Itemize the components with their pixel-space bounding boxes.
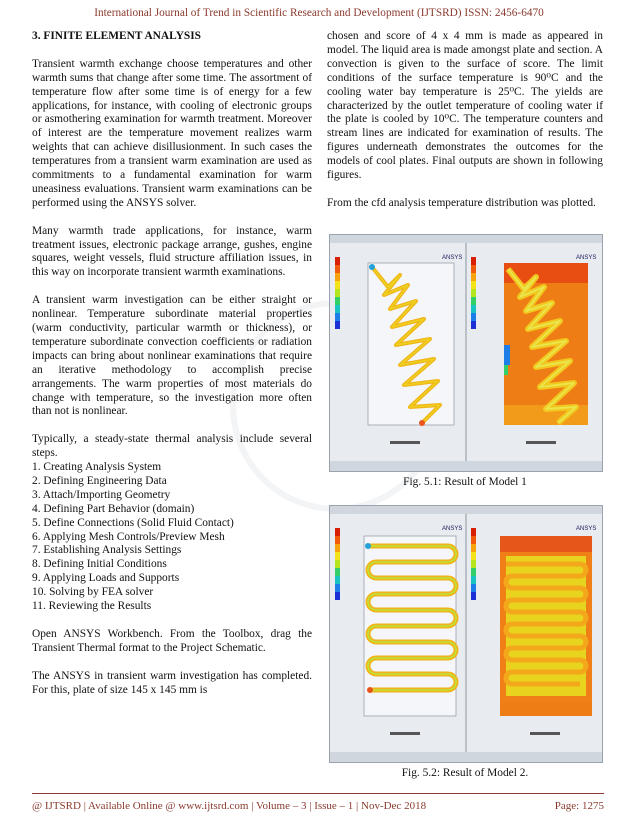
brand-label-left: ANSYS	[442, 255, 463, 261]
step-item: 10. Solving by FEA solver	[32, 586, 154, 599]
step-item: 4. Defining Part Behavior (domain)	[32, 502, 195, 515]
paragraph-1: Transient warmth exchange choose temperatures and other warmth sums that change after some time. The assortment of temperature flow after some time is of energy for a few applications, for instance, with cooling of electronic groups or asmothering examination for warmth treatment. Moreover of interest are the temperature movement realizes warm weights that can achieve disillusionment. In such cases the temperatures from a transient warm examination are used as commitments to a fundamental examination for warm uneasiness evaluations. Transient warm examinations can be performed using the ANSYS solver.	[32, 57, 312, 209]
paragraph-5: Open ANSYS Workbench. From the Toolbox, drag the Transient Thermal format to the Project Schematic.	[32, 627, 312, 654]
figure-5-1-caption: Fig. 5.1: Result of Model 1	[403, 476, 527, 488]
right-column	[327, 30, 603, 225]
step-item: 1. Creating Analysis System	[32, 461, 162, 474]
step-item: 8. Defining Initial Conditions	[32, 558, 167, 571]
legend-right	[471, 257, 476, 329]
paragraph-4: Typically, a steady-state thermal analysis include several steps.	[32, 433, 312, 460]
page-number: Page: 1275	[554, 800, 604, 812]
legend-left	[335, 257, 340, 329]
section-title: 3. FINITE ELEMENT ANALYSIS	[32, 30, 202, 42]
step-item: 2. Defining Engineering Data	[32, 474, 167, 487]
paragraph-3: A transient warm investigation can be either straight or nonlinear. Temperature subordinate material properties (warm conductivity, particular warmth or thickness), or temperature subordinate convection coefficients or radiation impacts can bring about nonlinear examinations that require an iterative methodology to accomplish precise arrangements. The warm properties of most materials do change with temperature, so the investigation more often than not is nonlinear.	[32, 294, 312, 418]
paragraph-8: From the cfd analysis temperature distribution was plotted.	[327, 196, 596, 209]
left-column	[32, 30, 312, 711]
step-item: 5. Define Connections (Solid Fluid Contact)	[32, 516, 234, 529]
footer-divider	[32, 793, 604, 794]
paragraph-6: The ANSYS in transient warm investigation has completed. For this, plate of size 145 x 145 mm is	[32, 669, 312, 696]
paragraph-2: Many warmth trade applications, for instance, warm treatment issues, electronic package arrange, gushes, engine squares, weight vessels, fluid structure affiliation issues, in this way on incorporate transient warmth examinations.	[32, 224, 312, 279]
brand-label-left-2: ANSYS	[442, 526, 463, 532]
legend-right-2	[471, 528, 476, 600]
cfd-result-model-1	[330, 235, 602, 471]
step-item: 7. Establishing Analysis Settings	[32, 544, 182, 557]
paragraph-7: chosen and score of 4 x 4 mm is made as appeared in model. The liquid area is made amongst plate and section. A convection is given to the surface of score. The limit conditions of the surface temperature is 90⁰C and the cooling water bay temperature is 25⁰C. The yields are characterized by the outlet temperature of cooling water if the plate is cooled by 10⁰C. The temperature counters and stream lines are indicated for examination of results. The figures underneath demonstrates the outcomes for the models of cool plates. Final outputs are shown in following figures.	[327, 30, 603, 182]
steps-list	[32, 461, 312, 614]
figure-5-1	[329, 234, 603, 472]
footer-citation: @ IJTSRD | Available Online @ www.ijtsrd.com | Volume – 3 | Issue – 1 | Nov-Dec 2018	[32, 800, 427, 812]
figure-5-2-caption: Fig. 5.2: Result of Model 2.	[401, 767, 529, 779]
cfd-result-model-2	[330, 506, 602, 762]
step-item: 11. Reviewing the Results	[32, 600, 152, 613]
journal-header: International Journal of Trend in Scientific Research and Development (IJTSRD) ISSN: 2456-6470	[94, 7, 544, 19]
legend-left-2	[335, 528, 340, 600]
step-item: 3. Attach/Importing Geometry	[32, 488, 171, 501]
step-item: 9. Applying Loads and Supports	[32, 572, 180, 585]
brand-label-right: ANSYS	[576, 255, 597, 261]
step-item: 6. Applying Mesh Controls/Preview Mesh	[32, 530, 225, 543]
brand-label-right-2: ANSYS	[576, 526, 597, 532]
figure-5-2	[329, 505, 603, 763]
